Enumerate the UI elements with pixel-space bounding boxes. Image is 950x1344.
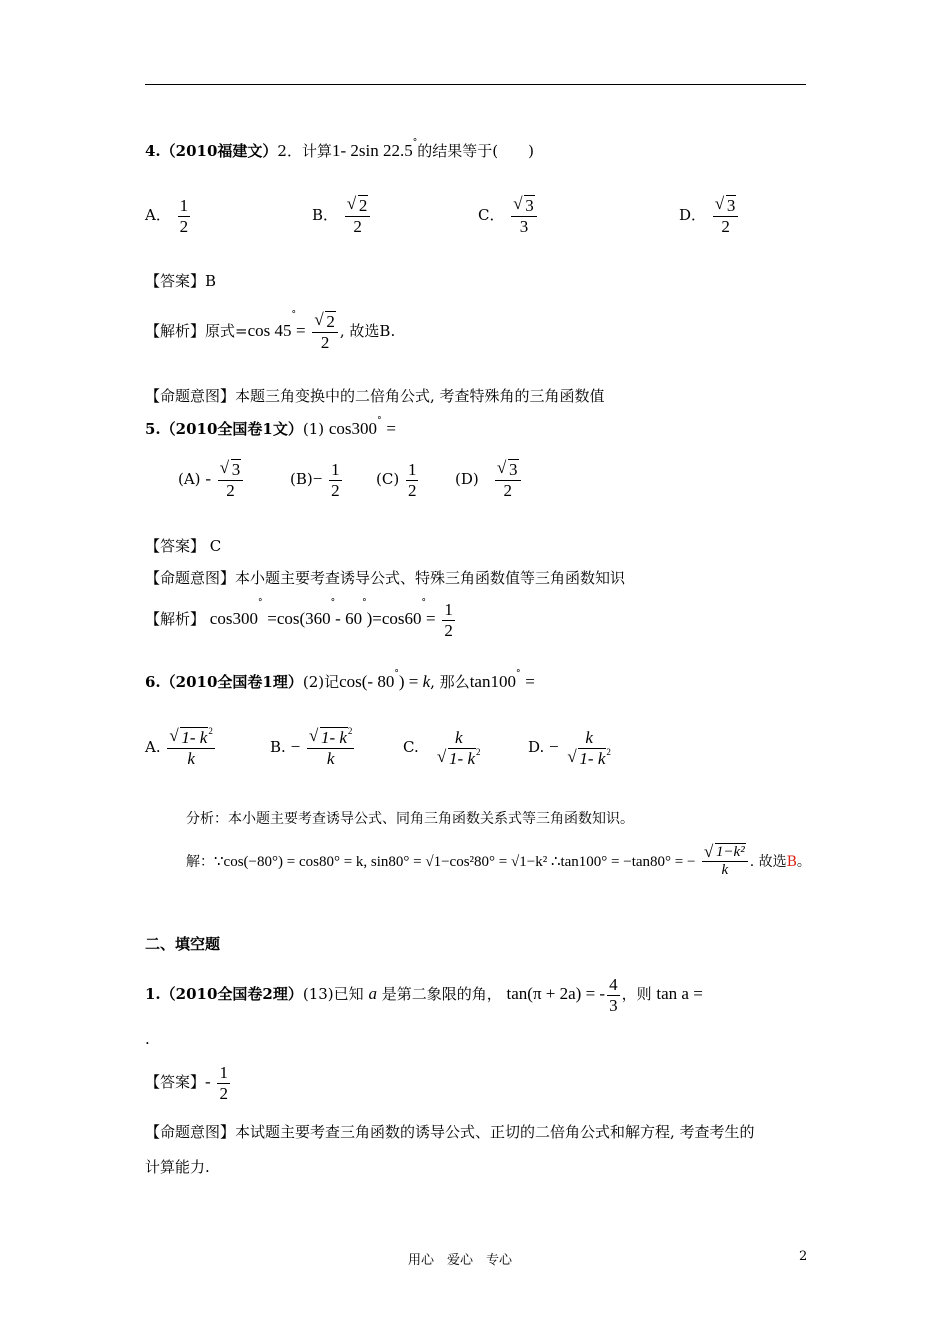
f1-stem: 1.（2010全国卷2理）(13)已知 a 是第二象限的角， tan(π + 2a) = - $\frac{4}{3}$ ，则 tan a = xyxy=(145,975,703,1015)
q5-intent: 【命题意图】本小题主要考查诱导公式、特殊三角函数值等三角函数知识 xyxy=(145,569,626,587)
section-title: 二、填空题 xyxy=(145,935,221,953)
q4-option-d: D． √ $\frac{3}{2}$ xyxy=(679,196,740,236)
q6-option-c: C. k √ 1- $k^2$ xyxy=(403,728,485,768)
page-number: 2 xyxy=(799,1249,808,1264)
q6-option-a: A. √ $\frac{1- k^2}{k}$ xyxy=(145,728,217,768)
f1-dot: . xyxy=(145,1030,150,1048)
q4-intent: 【命题意图】本题三角变换中的二倍角公式, 考查特殊角的三角函数值 xyxy=(145,387,605,405)
footer-slogan: 用心 爱心 专心 xyxy=(408,1253,513,1268)
q6-option-d: D. − k √ 1- $k^2$ xyxy=(528,728,615,768)
q6-fenxi: 分析：本小题主要考查诱导公式、同角三角函数关系式等三角函数知识。 xyxy=(186,811,634,827)
q5-option-b: (B)− $\frac{1}{2}$ xyxy=(290,460,340,500)
q4-jiexi: 【解析】原式=cos 45°= √ $\frac{2}{2}$ , 故选B. xyxy=(145,312,395,352)
q4-prefix: 4.（2010福建文） xyxy=(145,142,278,160)
q5-option-d: (D) √ $\frac{3}{2}$ xyxy=(455,460,523,500)
q6-stem: 6.（2010全国卷1理）(2)记cos(- 80°) = k, 那么tan100° = xyxy=(145,669,535,691)
q6-solution: 解：∵cos(−80°) = cos80° = k, sin80° = √1−cos²80° = √1−k² ∴tan100° = −tan80° = − √ $\frac{\text{1−k²}}{k}$ . 故选B。 xyxy=(186,844,811,880)
q6-option-b: B. − √ $\frac{1- k^2}{k}$ xyxy=(270,728,356,768)
q4-num: 2．计算 xyxy=(277,142,332,160)
q5-stem: 5.（2010全国卷1文）(1) cos300° = xyxy=(145,416,396,438)
q4-suffix: 的结果等于( ) xyxy=(417,142,534,160)
q5-option-a: (A) - √ $\frac{3}{2}$ xyxy=(178,460,245,500)
q5-answer: 【答案】 C xyxy=(145,537,222,555)
header-rule xyxy=(145,84,806,85)
q5-jiexi: 【解析】 cos300° =cos(360°- 60°)=cos60°= $\frac{1}{2}$ xyxy=(145,598,453,640)
q5-option-c: (C) $\frac{1}{2}$ xyxy=(376,460,417,500)
f1-intent-line1: 【命题意图】本试题主要考查三角函数的诱导公式、正切的二倍角公式和解方程, 考查考生的 xyxy=(145,1123,755,1141)
f1-intent-line2: 计算能力. xyxy=(145,1158,210,1176)
f1-answer: 【答案】- $\frac{1}{2}$ xyxy=(145,1063,228,1103)
q4-option-a: A． $\frac{1}{2}$ xyxy=(145,196,189,236)
q4-option-b: B． √ $\frac{2}{2}$ xyxy=(312,196,372,236)
q4-stem: 4.（2010福建文）2．计算1- 2sin 22.5°的结果等于( ) xyxy=(145,138,534,160)
q4-expr: 1- 2sin 22.5 xyxy=(331,141,413,160)
q4-option-c: C． √ $\frac{3}{3}$ xyxy=(478,196,539,236)
q4-answer: 【答案】B xyxy=(145,272,217,290)
